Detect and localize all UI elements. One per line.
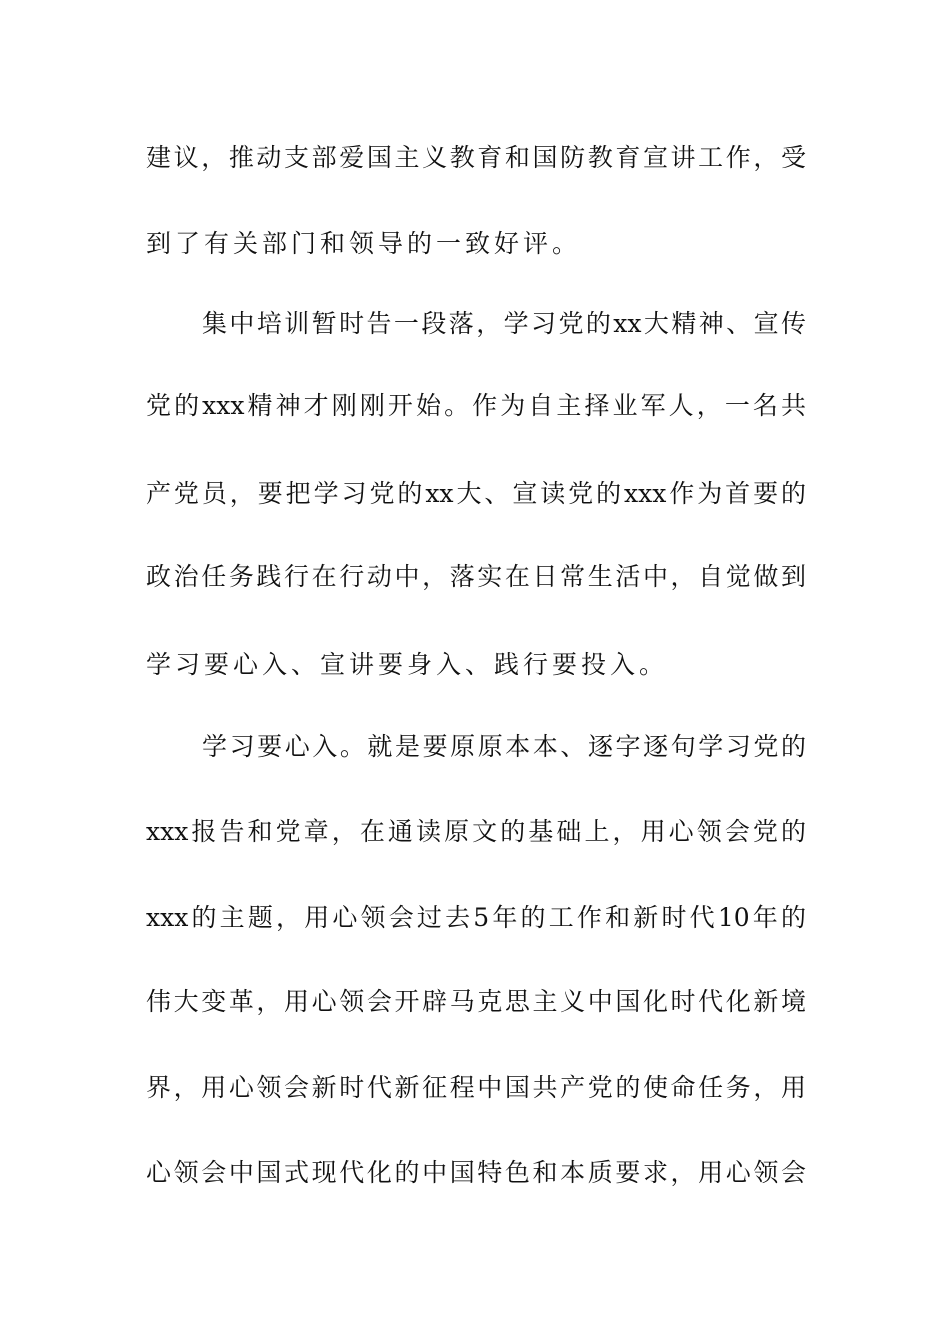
text-line: 产党员，要把学习党的xx大、宣读党的xxx作为首要的 (146, 479, 806, 508)
text-line: 建议，推动支部爱国主义教育和国防教育宣讲工作，受 (146, 143, 806, 172)
text-line: xxx报告和党章，在通读原文的基础上，用心领会党的 (146, 817, 806, 846)
text-line: 心领会中国式现代化的中国特色和本质要求，用心领会 (146, 1158, 806, 1187)
text-line: xxx的主题，用心领会过去5年的工作和新时代10年的 (146, 903, 806, 932)
text-line: 政治任务践行在行动中，落实在日常生活中，自觉做到 (146, 562, 806, 591)
text-line: 党的xxx精神才刚刚开始。作为自主择业军人，一名共 (146, 391, 806, 420)
paragraph-first-line: 学习要心入。就是要原原本本、逐字逐句学习党的 (202, 732, 806, 761)
text-line: 界，用心领会新时代新征程中国共产党的使命任务，用 (146, 1073, 806, 1102)
text-line: 伟大变革，用心领会开辟马克思主义中国化时代化新境 (146, 987, 806, 1016)
text-line: 学习要心入、宣讲要身入、践行要投入。 (146, 650, 669, 679)
text-line: 到了有关部门和领导的一致好评。 (146, 229, 582, 258)
paragraph-first-line: 集中培训暂时告一段落，学习党的xx大精神、宣传 (202, 309, 806, 338)
